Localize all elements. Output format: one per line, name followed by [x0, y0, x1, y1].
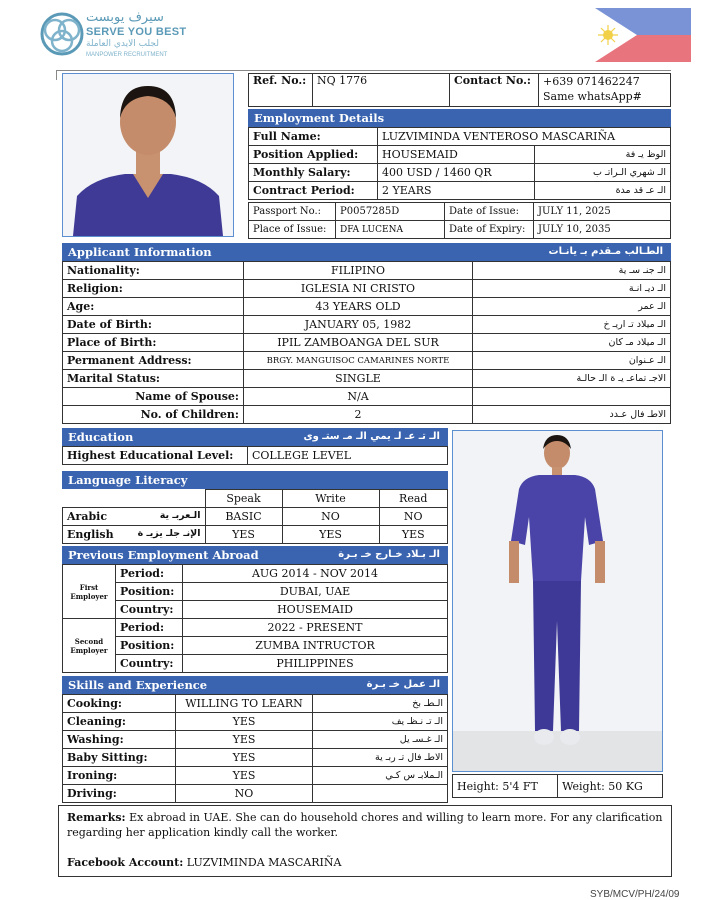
table-row	[63, 298, 671, 316]
period-label: Period:	[116, 619, 183, 637]
remarks-value: Ex abroad in UAE. She can do household chores and willing to learn more. For any clarification regarding her application kindly call the worker.	[67, 811, 663, 839]
employment-value: 2 YEARS	[378, 182, 535, 200]
education-title: Education	[68, 430, 134, 444]
applicant-value: BRGY. MANGUISOC CAMARINES NORTE	[244, 352, 473, 370]
skill-label: Cooking:	[63, 695, 176, 713]
skill-value: YES	[176, 749, 313, 767]
facebook-line	[67, 856, 341, 869]
table-row	[63, 352, 671, 370]
first-country: HOUSEMAID	[183, 601, 448, 619]
previous-title: Previous Employment Abroad	[68, 548, 259, 562]
table-row	[63, 406, 671, 424]
previous-table	[62, 564, 448, 673]
applicant-label: Place of Birth:	[63, 334, 244, 352]
skill-arabic: الـطـ بخ	[313, 695, 448, 713]
skill-label: Baby Sitting:	[63, 749, 176, 767]
contact-value	[539, 74, 671, 107]
first-position: DUBAI, UAE	[183, 583, 448, 601]
employment-value: LUZVIMINDA VENTEROSO MASCARIÑA	[378, 128, 671, 146]
skill-label: Ironing:	[63, 767, 176, 785]
second-period: 2022 - PRESENT	[183, 619, 448, 637]
education-section-header	[62, 428, 448, 446]
full-body-photo	[452, 430, 663, 772]
expiry-label: Date of Expiry:	[445, 221, 534, 239]
table-row	[249, 128, 671, 146]
applicant-arabic: الـ عـنوان	[473, 352, 671, 370]
applicant-label: Nationality:	[63, 262, 244, 280]
second-employer-label: Second Employer	[63, 619, 116, 673]
education-value: COLLEGE LEVEL	[248, 447, 448, 465]
table-row	[63, 785, 448, 803]
employment-label: Contract Period:	[249, 182, 378, 200]
education-table	[62, 446, 448, 465]
language-speak: BASIC	[205, 508, 282, 526]
remarks-text	[67, 810, 663, 840]
skill-arabic: الـملابـ س كـي	[313, 767, 448, 785]
applicant-title: Applicant Information	[68, 245, 212, 259]
facebook-value: LUZVIMINDA MASCARIÑA	[186, 856, 342, 869]
applicant-value: SINGLE	[244, 370, 473, 388]
skill-arabic: الـ تـ نـظـ يف	[313, 713, 448, 731]
education-label: Highest Educational Level:	[63, 447, 248, 465]
second-position: ZUMBA INTRUCTOR	[183, 637, 448, 655]
applicant-table	[62, 261, 671, 424]
table-row	[63, 370, 671, 388]
first-employer-label: First Employer	[63, 565, 116, 619]
language-label: Arabic	[67, 510, 108, 523]
language-label: English	[67, 528, 114, 541]
passport-value: P0057285D	[336, 203, 445, 221]
applicant-label: Date of Birth:	[63, 316, 244, 334]
applicant-arabic: الـ ديـ انـة	[473, 280, 671, 298]
skills-title-arabic: الـ عمل خـ بـرة	[366, 679, 440, 690]
contact-label: Contact No.:	[450, 74, 539, 107]
table-row	[63, 583, 448, 601]
applicant-label: Marital Status:	[63, 370, 244, 388]
language-read: YES	[379, 526, 448, 544]
table-row	[63, 731, 448, 749]
education-title-arabic: الـ تـ عـ لـ يمي الـ مـ ستـ وى	[303, 431, 440, 442]
skill-label: Driving:	[63, 785, 176, 803]
table-row	[63, 713, 448, 731]
employment-value: HOUSEMAID	[378, 146, 535, 164]
applicant-label: Name of Spouse:	[63, 388, 244, 406]
employment-value: 400 USD / 1460 QR	[378, 164, 535, 182]
table-row	[63, 388, 671, 406]
applicant-label: Religion:	[63, 280, 244, 298]
table-row	[63, 526, 448, 544]
table-row	[63, 280, 671, 298]
first-period: AUG 2014 - NOV 2014	[183, 565, 448, 583]
applicant-arabic: الـ جنـ سـ ية	[473, 262, 671, 280]
applicant-section-header	[62, 243, 671, 261]
applicant-value: JANUARY 05, 1982	[244, 316, 473, 334]
logo-sub: MANPOWER RECRUITMENT	[86, 52, 168, 58]
employment-label: Full Name:	[249, 128, 378, 146]
issue-value: JULY 11, 2025	[534, 203, 671, 221]
skill-arabic: الاطـ فال تـ ربـ ية	[313, 749, 448, 767]
applicant-value: N/A	[244, 388, 473, 406]
language-arabic: الإنـ جلـ يزيـ ة	[137, 528, 201, 539]
employment-arabic: الـ عـ قد مدة	[535, 182, 671, 200]
logo-arabic: سيرف يوبست	[86, 10, 164, 25]
passport-table	[248, 202, 671, 239]
language-header: Speak	[205, 490, 282, 508]
language-section-header	[62, 471, 448, 489]
table-row	[249, 146, 671, 164]
employment-arabic: الوظ يـ فة	[535, 146, 671, 164]
table-row	[63, 565, 448, 583]
skill-value: NO	[176, 785, 313, 803]
body-stats-table	[452, 774, 663, 798]
logo-ring-icon	[38, 10, 86, 58]
table-row	[63, 490, 448, 508]
country-label: Country:	[116, 601, 183, 619]
applicant-value: IPIL ZAMBOANGA DEL SUR	[244, 334, 473, 352]
portrait-icon	[63, 74, 233, 236]
facebook-label: Facebook Account:	[67, 856, 184, 869]
language-title: Language Literacy	[68, 473, 188, 487]
full-body-icon	[453, 431, 662, 771]
company-logo	[38, 10, 188, 60]
contact-number: +639 071462247	[543, 75, 640, 88]
applicant-title-arabic: الطـالب مـقدم بـ يانـات	[548, 246, 663, 257]
logo-english: SERVE YOU BEST	[86, 26, 187, 38]
table-row	[63, 767, 448, 785]
skill-arabic: الـ غـسـ يل	[313, 731, 448, 749]
employment-title: Employment Details	[254, 111, 385, 125]
skill-label: Cleaning:	[63, 713, 176, 731]
employment-arabic: الـ شهري الـراتـ ب	[535, 164, 671, 182]
applicant-label: Permanent Address:	[63, 352, 244, 370]
expiry-value: JULY 10, 2035	[534, 221, 671, 239]
applicant-arabic	[473, 388, 671, 406]
table-row	[63, 316, 671, 334]
language-write: YES	[282, 526, 379, 544]
skill-arabic	[313, 785, 448, 803]
logo-arabic-sub: لجلب الايدي العاملة	[86, 39, 159, 49]
height-value: Height: 5'4 FT	[453, 775, 558, 798]
skill-value: YES	[176, 713, 313, 731]
employment-label: Monthly Salary:	[249, 164, 378, 182]
table-row	[453, 775, 663, 798]
skill-value: YES	[176, 767, 313, 785]
table-row	[63, 447, 448, 465]
applicant-arabic: الـ ميلاد تـ اريـ خ	[473, 316, 671, 334]
applicant-arabic: الـ ميلاد مـ كان	[473, 334, 671, 352]
ref-contact-table	[248, 73, 671, 107]
table-row	[249, 203, 671, 221]
table-row	[63, 637, 448, 655]
header-divider	[56, 70, 671, 71]
table-row	[63, 619, 448, 637]
table-row	[63, 749, 448, 767]
language-table	[62, 489, 448, 544]
table-row	[63, 508, 448, 526]
skill-value: YES	[176, 731, 313, 749]
country-label: Country:	[116, 655, 183, 673]
remarks-label: Remarks:	[67, 811, 126, 824]
employment-section-header	[248, 109, 671, 127]
skill-value: WILLING TO LEARN	[176, 695, 313, 713]
position-label: Position:	[116, 583, 183, 601]
table-row	[63, 334, 671, 352]
place-label: Place of Issue:	[249, 221, 336, 239]
applicant-value: 43 YEARS OLD	[244, 298, 473, 316]
language-header: Write	[282, 490, 379, 508]
place-value: DFA LUCENA	[336, 221, 445, 239]
issue-label: Date of Issue:	[445, 203, 534, 221]
passport-label: Passport No.:	[249, 203, 336, 221]
language-speak: YES	[205, 526, 282, 544]
applicant-arabic: الاجـ تماعـ يـ ة الـ حالـة	[473, 370, 671, 388]
remarks-box	[58, 805, 672, 877]
employment-label: Position Applied:	[249, 146, 378, 164]
language-header: Read	[379, 490, 448, 508]
applicant-label: No. of Children:	[63, 406, 244, 424]
skills-title: Skills and Experience	[68, 678, 208, 692]
applicant-arabic: الاطـ فال عـدد	[473, 406, 671, 424]
table-row	[63, 695, 448, 713]
applicant-value: FILIPINO	[244, 262, 473, 280]
language-read: NO	[379, 508, 448, 526]
weight-value: Weight: 50 KG	[558, 775, 663, 798]
language-arabic: الـعربـ ية	[159, 510, 201, 521]
table-row	[249, 221, 671, 239]
previous-title-arabic: الـ بـلاد خـارج خـ بـرة	[338, 549, 440, 560]
table-row	[63, 601, 448, 619]
position-label: Position:	[116, 637, 183, 655]
skill-label: Washing:	[63, 731, 176, 749]
ref-value: NQ 1776	[313, 74, 450, 107]
language-name	[63, 508, 206, 526]
language-name	[63, 526, 206, 544]
table-row	[249, 182, 671, 200]
left-tick	[56, 70, 57, 80]
period-label: Period:	[116, 565, 183, 583]
previous-section-header	[62, 546, 448, 564]
applicant-value: 2	[244, 406, 473, 424]
applicant-label: Age:	[63, 298, 244, 316]
employment-table	[248, 127, 671, 200]
applicant-value: IGLESIA NI CRISTO	[244, 280, 473, 298]
skills-section-header	[62, 676, 448, 694]
ref-label: Ref. No.:	[249, 74, 313, 107]
table-row	[63, 655, 448, 673]
portrait-photo	[62, 73, 234, 237]
table-row	[63, 262, 671, 280]
language-corner	[63, 490, 206, 508]
footer-code: SYB/MCV/PH/24/09	[590, 889, 680, 900]
contact-whatsapp: Same whatsApp#	[543, 90, 642, 103]
applicant-arabic: الـ عمر	[473, 298, 671, 316]
skills-table	[62, 694, 448, 803]
language-write: NO	[282, 508, 379, 526]
second-country: PHILIPPINES	[183, 655, 448, 673]
philippine-flag-icon	[595, 8, 691, 62]
table-row	[249, 164, 671, 182]
